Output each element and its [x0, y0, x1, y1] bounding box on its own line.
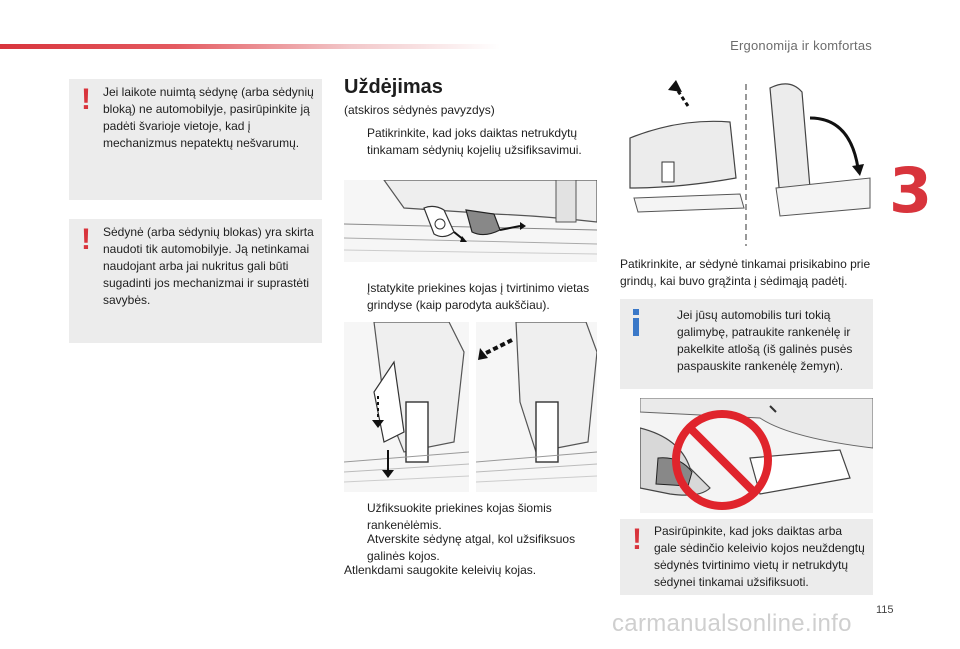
closing-note: Atlenkdami saugokite keleivių kojas. — [344, 563, 537, 577]
figure-prohibited-feet — [640, 398, 873, 513]
section-heading: Uždėjimas — [344, 76, 443, 98]
step-lock-legs: Užfiksuokite priekines kojas šiomis rankenėlėmis. — [367, 501, 552, 532]
watermark: carmanualsonline.info — [612, 610, 852, 637]
caption-check-attached: Patikrinkite, ar sėdynė tinkamai prisikabino prie grindų, kai buvo grąžinta į sėdimąją padėtį. — [620, 257, 871, 288]
chapter-number: 3 — [889, 154, 933, 227]
figure-lock-front-legs — [344, 322, 469, 492]
warning-text: Jei laikote nuimtą sėdynę (arba sėdynių bloką) ne automobilyje, pasirūpinkite ją padėti švarioje vietoje, kad į mechanizmus nepatektų nešvarumų. — [103, 85, 314, 150]
figure-seat-raise-backrest — [620, 78, 873, 248]
warning-box-obstruction — [620, 519, 873, 595]
step-check-obstruction: Patikrinkite, kad joks daiktas netrukdytų tinkamam sėdynių kojelių užsifiksavimui. — [367, 126, 582, 157]
warning-box-usage — [69, 219, 322, 343]
info-box-backrest — [620, 299, 873, 389]
info-text: Jei jūsų automobilis turi tokią galimybę, patraukite rankenėlę ir pakelkite atlošą (iš galinės pusės paspauskite rankenėlę žemyn). — [677, 308, 853, 373]
exclamation-icon: ! — [81, 223, 91, 256]
step-insert-legs: Įstatykite priekines kojas į tvirtinimo vietas grindyse (kaip parodyta aukščiau). — [367, 281, 590, 312]
subtitle: (atskiros sėdynės pavyzdys) — [344, 103, 495, 117]
exclamation-icon: ! — [632, 523, 642, 556]
warning-text: Sėdynė (arba sėdynių blokas) yra skirta naudoti tik automobilyje. Ją netinkamai naudojant arba jai nukritus gali būti sugadinti jos mechanizmai ir suprastėti savybės. — [103, 225, 314, 307]
info-icon — [632, 309, 640, 336]
figure-tilt-seat-back — [476, 322, 597, 492]
warning-text: Pasirūpinkite, kad joks daiktas arba gale sėdinčio keleivio kojos neuždengtų sėdynės tvirtinimo vietų ir netrukdytų sėdynei tinkamai užsifiksuoti. — [654, 524, 865, 589]
figure-seat-legs-floor — [344, 180, 597, 262]
page-number: 115 — [876, 604, 894, 616]
exclamation-icon: ! — [81, 83, 91, 116]
warning-box-storage — [69, 79, 322, 200]
step-tilt-back: Atverskite sėdynę atgal, kol užsifiksuos galinės kojos. — [367, 532, 576, 563]
section-title: Ergonomija ir komfortas — [730, 38, 872, 53]
header-accent-bar — [0, 44, 500, 49]
